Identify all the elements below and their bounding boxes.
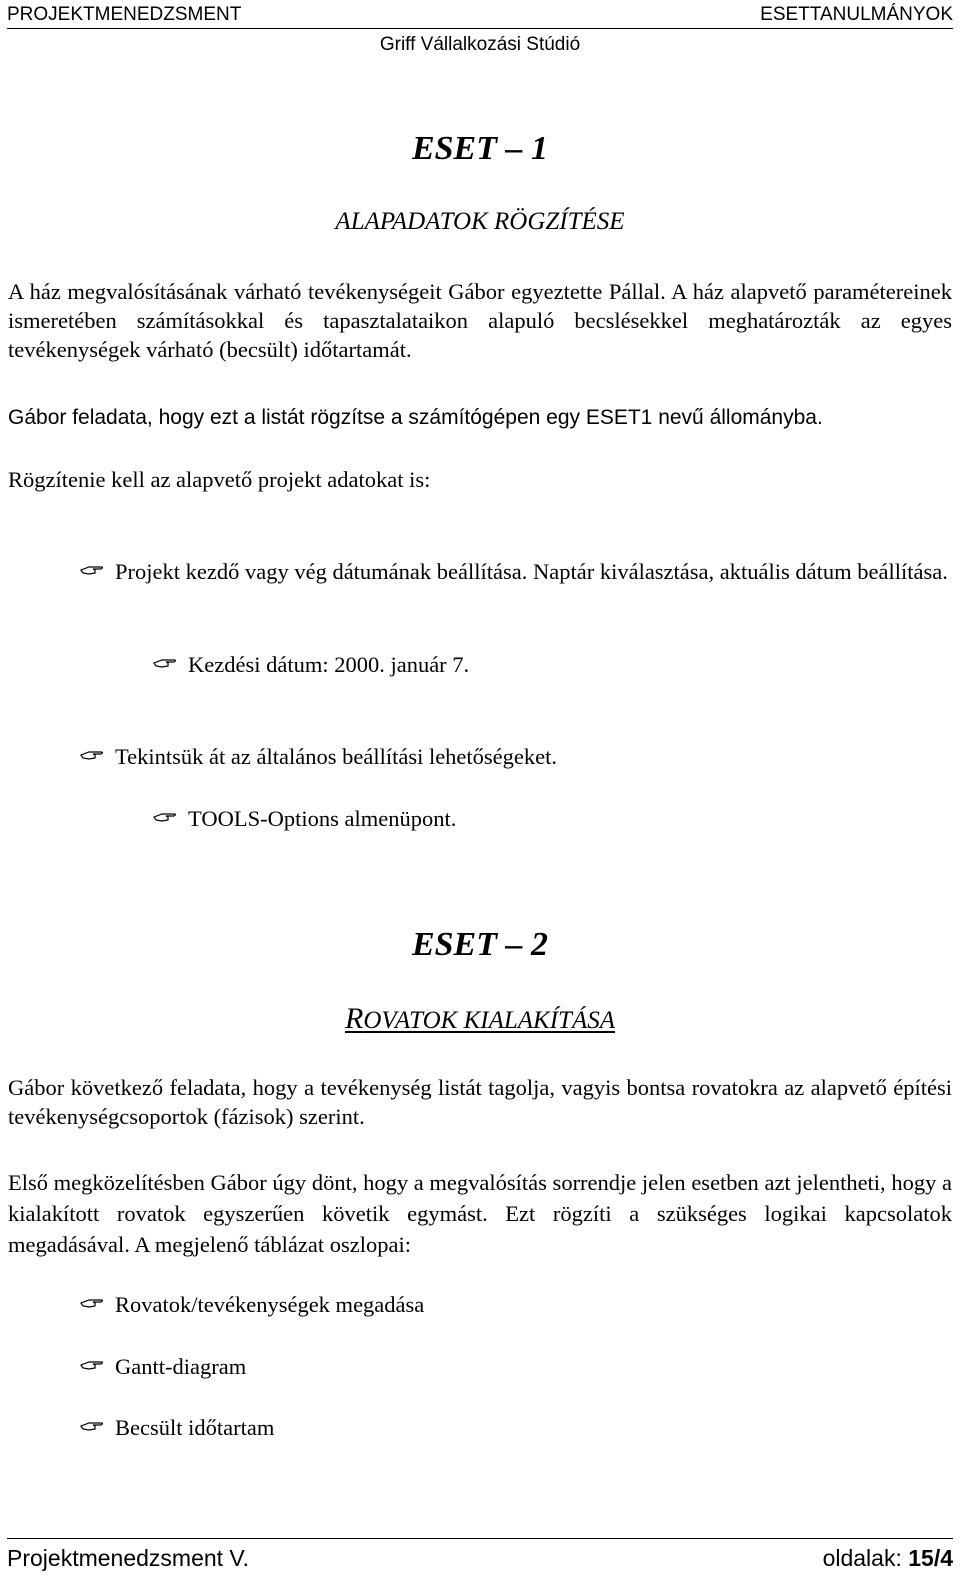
pointing-hand-icon: [79, 559, 105, 581]
case1-bullet-2-text: Kezdési dátum: 2000. január 7.: [188, 652, 470, 677]
case2-bullet-2: [115, 1352, 246, 1382]
case1-bullet-4-text: TOOLS-Options almenüpont.: [188, 806, 457, 831]
footer-left: Projektmenedzsment V.: [7, 1545, 250, 1571]
pointing-hand-icon: [79, 1292, 105, 1314]
pointing-hand-icon: [79, 1354, 105, 1376]
case2-bullet-3: [115, 1413, 274, 1443]
case2-bullet-2-text: Gantt-diagram: [115, 1354, 247, 1379]
case2-subtitle-initial: R: [345, 1002, 364, 1035]
pointing-hand-icon: [79, 1415, 105, 1437]
case2-bullet-1: [115, 1290, 424, 1320]
case2-title: ESET – 2: [411, 926, 549, 963]
case1-bullet-2: [188, 650, 469, 680]
header-subtitle: Griff Vállalkozási Stúdió: [379, 34, 581, 55]
pointing-hand-icon: [79, 744, 105, 766]
case1-bullet-3: [115, 742, 557, 772]
pointing-hand-icon: [152, 806, 178, 828]
case2-paragraph-1: Gábor következő feladata, hogy a tevékenység listát tagolja, vagyis bontsa rovatokra az alapvető építési tevékenységcsoportok (fázisok) szerint.: [8, 1075, 952, 1129]
case1-bullet-1-text: Projekt kezdő vagy vég dátumának beállítása. Naptár kiválasztása, aktuális dátum beállítása.: [115, 559, 948, 584]
case1-paragraph-1: A ház megvalósításának várható tevékenységeit Gábor egyeztette Pállal. A ház alapvető paramétereinek ismeretében számításokkal és tapasztalataikon alapuló becslésekkel meghatározták az egyes tevékenységek várható (becsült) időtartamát.: [8, 279, 952, 362]
header-right: ESETTANULMÁNYOK: [760, 4, 953, 25]
case1-paragraph-3: Rögzítenie kell az alapvető projekt adatokat is:: [8, 467, 431, 492]
pointing-hand-icon: [152, 652, 178, 674]
case2-subtitle-rest: OVATOK KIALAKÍTÁSA: [363, 1007, 615, 1034]
case1-subtitle: ALAPADATOK RÖGZÍTÉSE: [335, 208, 625, 235]
case1-bullet-4: [188, 804, 456, 834]
case1-title: ESET – 1: [411, 130, 549, 167]
case1-bullet-1: [115, 557, 952, 587]
case2-bullet-1-text: Rovatok/tevékenységek megadása: [115, 1292, 425, 1317]
footer-page-label: oldalak:: [822, 1545, 909, 1571]
footer-page-info: [823, 1545, 953, 1572]
footer-page-number: 15/4: [908, 1545, 953, 1571]
case2-subtitle: [0, 1002, 960, 1036]
header-left: PROJEKTMENEDZSMENT: [7, 4, 242, 25]
page-footer: [7, 1538, 953, 1572]
case2-paragraph-2: Első megközelítésben Gábor úgy dönt, hogy a megvalósítás sorrendje jelen esetben azt jelentheti, hogy a kialakított rovatok egyszerűen követik egymást. Ezt rögzíti a szükséges logikai kapcsolatok megadásával. A megjelenő táblázat oszlopai:: [8, 1170, 952, 1257]
case2-bullet-3-text: Becsült időtartam: [115, 1415, 275, 1440]
page-header: [7, 2, 953, 56]
case1-paragraph-2: Gábor feladata, hogy ezt a listát rögzítse a számítógépen egy ESET1 nevű állományba.: [8, 406, 823, 429]
case1-bullet-3-text: Tekintsük át az általános beállítási lehetőségeket.: [115, 744, 558, 769]
